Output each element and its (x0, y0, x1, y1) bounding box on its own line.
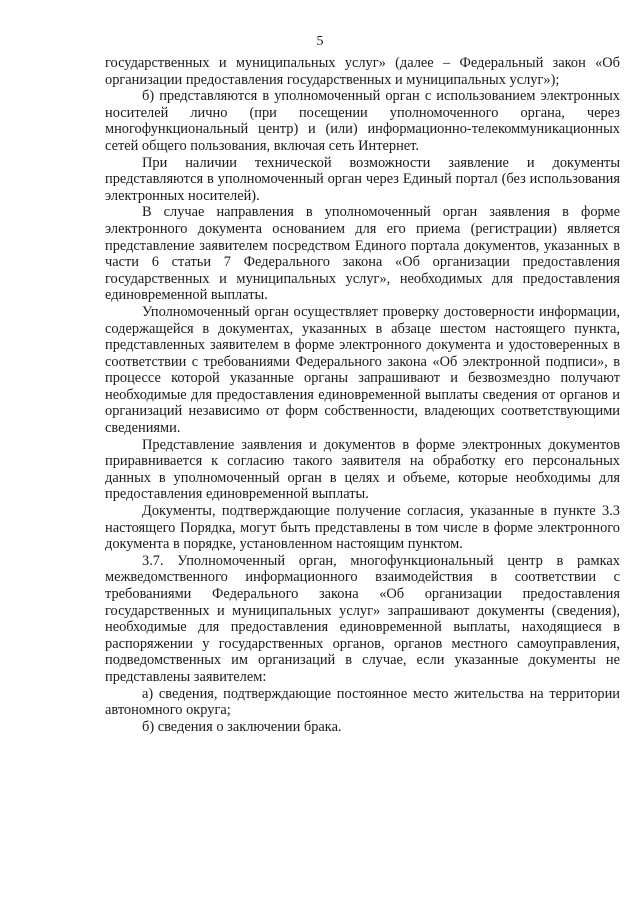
paragraph-continuation: государственных и муниципальных услуг» (далее – Федеральный закон «Об организации предоставления государственных и муниципальных услуг»); (105, 55, 620, 88)
paragraph-unified-portal: При наличии технической возможности заявление и документы представляются в уполномоченный орган через Единый портал (без использования электронных носителей). (105, 154, 620, 204)
paragraph-item-a: а) сведения, подтверждающие постоянное место жительства на территории автономного округа; (105, 685, 620, 719)
page-number: 5 (316, 34, 324, 49)
paragraph-section-3-7: 3.7. Уполномоченный орган, многофункциональный центр в рамках межведомственного информационного взаимодействия в соответствии с требованиями Федерального закона «Об организации предоставления государственных и муниципальных услуг» запрашивают документы (сведения), необходимые для предоставления единовременной выплаты, находящиеся в распоряжении у государственных органов, органов местного самоуправления, подведомственных им организаций в случае, если указанные документы не представлены заявителем: (105, 552, 620, 685)
paragraph-consent: Представление заявления и документов в форме электронных документов приравнивается к согласию такого заявителя на обработку его персональных данных в уполномоченный орган в целях и объеме, которые необходимы для предоставления единовременной выплаты. (105, 436, 620, 503)
document-body (105, 55, 620, 735)
paragraph-verification: Уполномоченный орган осуществляет проверку достоверности информации, содержащейся в документах, указанных в абзаце шестом настоящего пункта, представленных заявителем в форме электронного документа и удостоверенных в соответствии с требованиями Федерального закона «Об электронной подписи», в процессе которой указанные органы запрашивают и безвозмездно получают необходимые для предоставления единовременной выплаты сведения от органов и организаций независимо от форм собственности, владеющих соответствующими сведениями. (105, 303, 620, 437)
paragraph-electronic-submission: В случае направления в уполномоченный орган заявления в форме электронного документа основанием для его приема (регистрации) является представление заявителем посредством Единого портала документов, указанных в части 6 статьи 7 Федерального закона «Об организации предоставления государственных и муниципальных услуг», необходимых для предоставления единовременной выплаты. (105, 204, 620, 304)
paragraph-item-b: б) представляются в уполномоченный орган с использованием электронных носителей лично (при посещении уполномоченного органа, через многофункциональный центр) и (или) информационно-телекоммуникационных сетей общего пользования, включая сеть Интернет. (105, 88, 620, 154)
paragraph-item-b-marriage: б) сведения о заключении брака. (142, 718, 342, 735)
paragraph-consent-documents: Документы, подтверждающие получение согласия, указанные в пункте 3.3 настоящего Порядка, могут быть представлены в том числе в форме электронного документа в порядке, установленном настоящим пунктом. (105, 503, 620, 553)
